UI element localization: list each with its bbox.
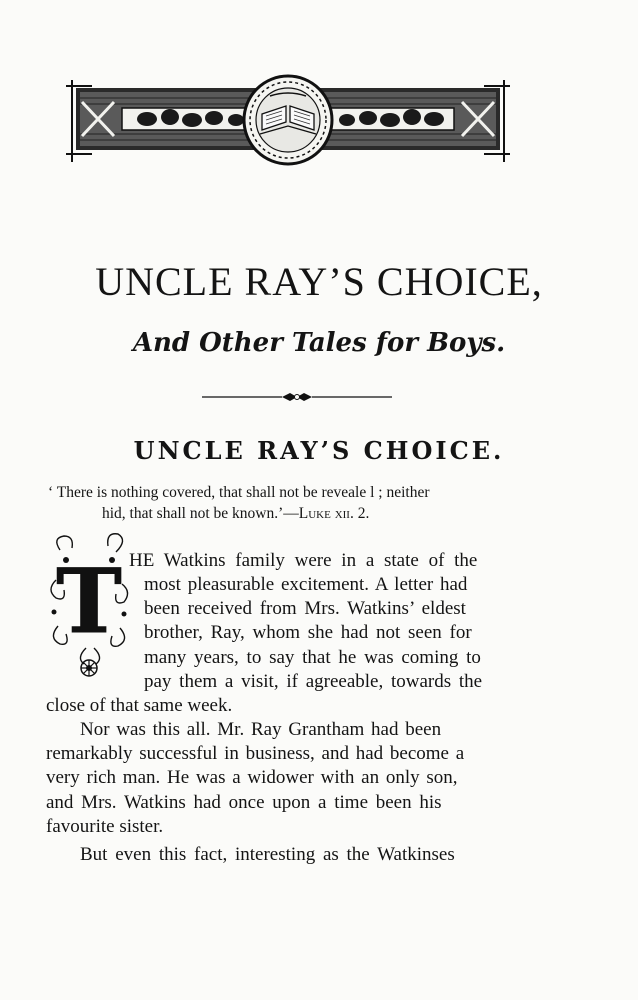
body-line: Nor was this all. Mr. Ray Grantham had been (80, 719, 442, 740)
body-line: HE Watkins family were in a state of the (129, 550, 478, 571)
book-title: UNCLE RAY’S CHOICE, (95, 259, 543, 304)
epigraph-line (48, 503, 528, 524)
scripture-reference: Luke xii. 2. (298, 505, 370, 522)
body-line: brother, Ray, whom she had not seen for (144, 622, 472, 643)
ornamental-divider (202, 388, 392, 406)
body-line: been received from Mrs. Watkins’ eldest (144, 598, 466, 619)
decorated-initial (46, 530, 132, 680)
body-line: very rich man. He was a widower with an only son, (46, 767, 458, 788)
epigraph (48, 482, 528, 524)
body-line: and Mrs. Watkins had once upon a time been his (46, 792, 442, 813)
epigraph-text: hid, that shall not be known.’— (102, 505, 299, 522)
body-line: pay them a visit, if agreeable, towards the (144, 671, 483, 692)
initial-letter: T (56, 549, 122, 653)
ornamental-headpiece (62, 72, 514, 172)
body-line: close of that same week. (46, 695, 233, 716)
book-subtitle: And Other Tales for Boys. (132, 328, 506, 358)
body-line: favourite sister. (46, 816, 164, 837)
body-line: But even this fact, interesting as the Watkinses (80, 844, 455, 865)
body-line: many years, to say that he was coming to (144, 647, 481, 668)
body-line: remarkably successful in business, and had become a (46, 743, 465, 764)
epigraph-line: ‘ There is nothing covered, that shall not be reveale l ; neither (48, 484, 430, 501)
chapter-title: UNCLE RAY’S CHOICE. (133, 436, 505, 465)
body-line: most pleasurable excitement. A letter had (144, 574, 468, 595)
